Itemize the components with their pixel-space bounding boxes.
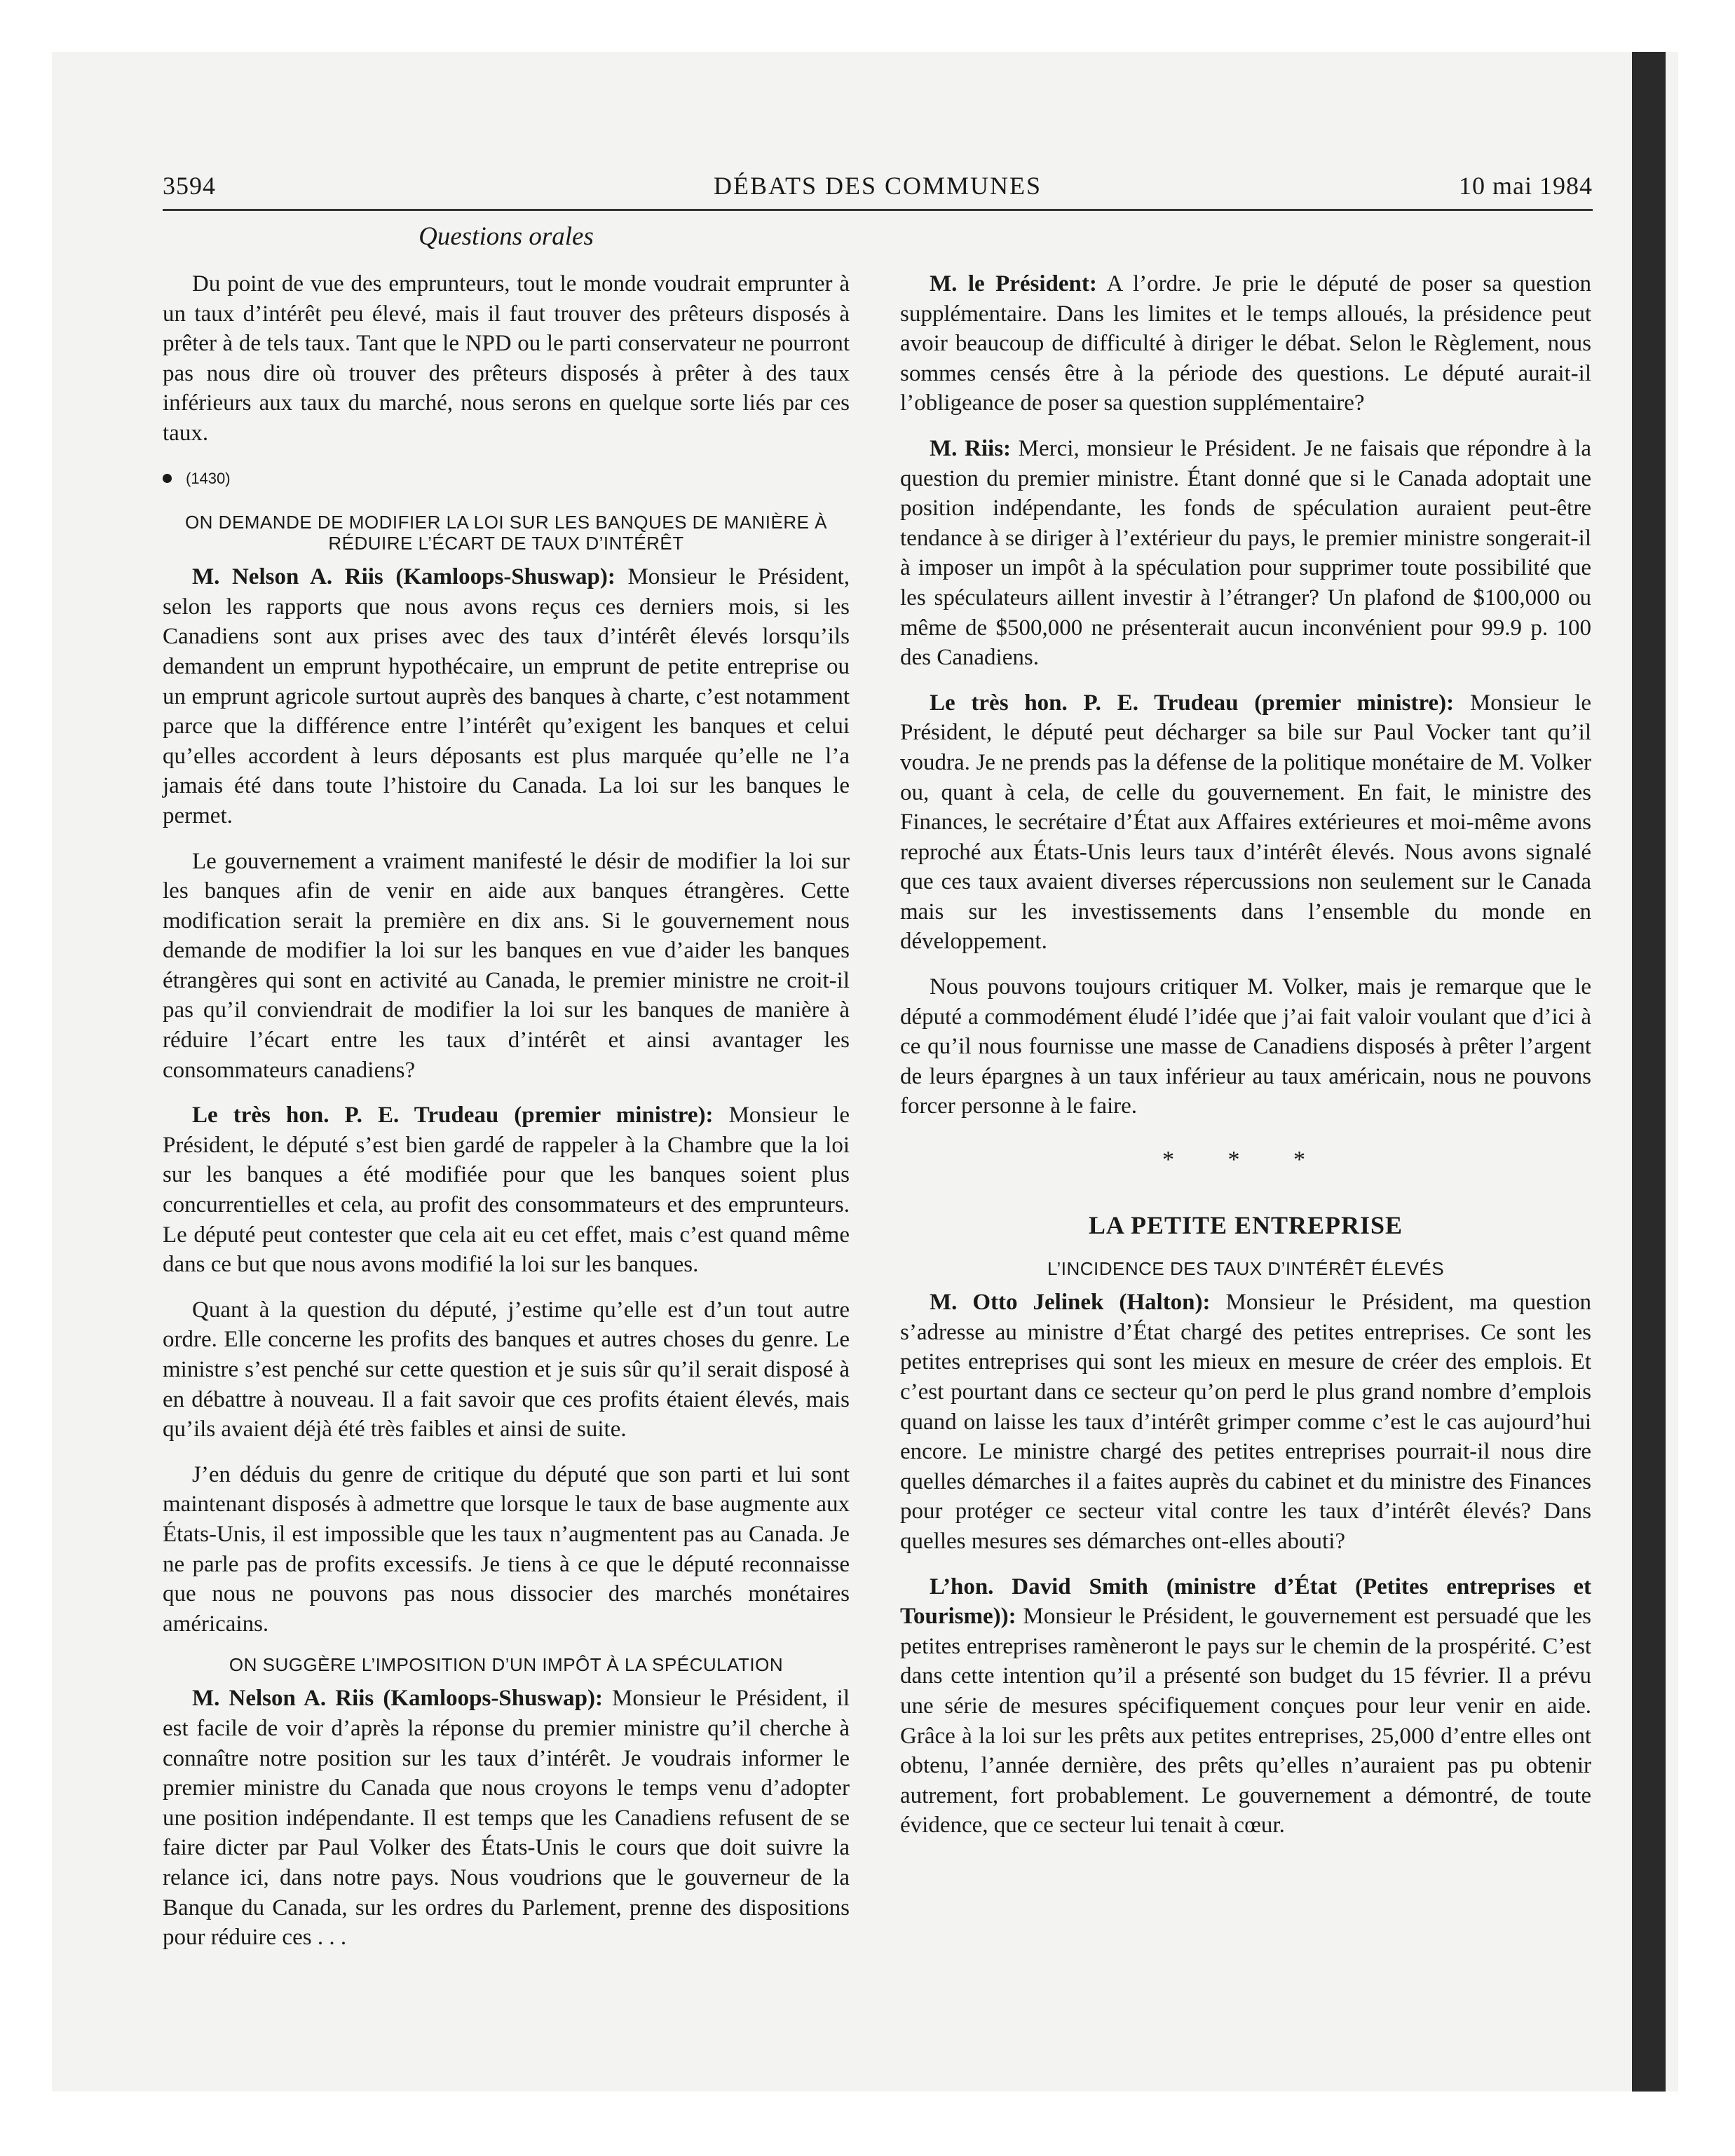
- speaker-name: Le très hon. P. E. Trudeau (premier ministre):: [930, 690, 1455, 716]
- speech-paragraph: [900, 434, 1591, 673]
- left-column: [163, 269, 850, 1968]
- speech-text: A l’ordre. Je prie le député de poser sa question supplémentaire. Dans les limites et le temps alloués, la présidence peut avoir beaucoup de difficulté à diriger le débat. Selon le Règlement, nous sommes censés être à la période des questions. Le député aurait-il l’obligeance de poser sa question supplémentaire?: [900, 271, 1591, 416]
- speaker-name: Le très hon. P. E. Trudeau (premier ministre):: [192, 1103, 714, 1128]
- speech-paragraph: [900, 269, 1591, 418]
- speaker-name: M. Riis:: [930, 435, 1012, 461]
- publication-title: DÉBATS DES COMMUNES: [713, 172, 1042, 200]
- speech-text: Merci, monsieur le Président. Je ne faisais que répondre à la question du premier ministre. Étant donné que si le Canada adoptait une position indépendante, les fonds de spéculation auraient peut-être tendance à se diriger à l’extérieur du pays, le premier ministre songerait-il à imposer un impôt à la spéculation pour supprimer toute possibilité que les spéculateurs aillent investir à l’étranger? Un plafond de $100,000 ou même de $500,000 ne présenterait aucun inconvénient pour 99.9 p. 100 des Canadiens.: [900, 435, 1591, 671]
- speech-text: Monsieur le Président, le gouvernement est persuadé que les petites entreprises ramèneront le pays sur le chemin de la prospérité. C’est dans cette intention qu’il a présenté son budget du 15 février. Il a prévu une série de mesures spécifiquement conçues pour leur venir en aide. Grâce à la loi sur les prêts aux petites entreprises, 25,000 d’entre elles ont obtenu, l’année dernière, des prêts qu’elles n’auraient pas pu obtenir autrement, fort probablement. Le gouvernement a démontré, de toute évidence, que ce secteur lui tenait à cœur.: [900, 1604, 1592, 1838]
- page-header: [163, 167, 1593, 211]
- speaker-name: M. Nelson A. Riis (Kamloops-Shuswap):: [192, 1686, 603, 1712]
- section-separator: * * *: [1162, 1147, 1329, 1173]
- speech-paragraph: [900, 1572, 1591, 1841]
- speech-paragraph: [163, 1100, 850, 1280]
- paragraph: J’en déduis du genre de critique du député que son parti et lui sont maintenant disposés à admettre que lorsque le taux de base augmente aux États-Unis, il est impossible que les taux n’augmentent pas au Canada. Je ne parle pas de profits excessifs. Je tiens à ce que le député reconnaisse que nous ne pouvons pas nous dissocier des marchés monétaires américains.: [163, 1461, 850, 1637]
- time-marker-label: (1430): [186, 469, 231, 487]
- subheading: L’INCIDENCE DES TAUX D’INTÉRÊT ÉLEVÉS: [1047, 1258, 1445, 1280]
- section-heading: LA PETITE ENTREPRISE: [1088, 1210, 1403, 1239]
- page-number: 3594: [163, 172, 216, 200]
- section-title: Questions orales: [419, 222, 594, 251]
- speaker-name: L’hon. David Smith (ministre d’État (Petites entreprises et Tourisme)):: [900, 1574, 1591, 1630]
- subheading: ON SUGGÈRE L’IMPOSITION D’UN IMPÔT À LA SPÉCULATION: [229, 1654, 784, 1676]
- time-marker: [163, 464, 850, 494]
- paragraph: Le gouvernement a vraiment manifesté le désir de modifier la loi sur les banques afin de venir en aide aux banques étrangères. Cette modification serait la première en dix ans. Si le gouvernement nous demande de modifier la loi sur les banques en vue d’aider les banques étrangères qui sont en activité au Canada, le premier ministre ne croit-il pas qu’il conviendrait de modifier la loi sur les banques de manière à réduire l’écart entre les taux d’intérêt et ainsi avantager les consommateurs canadiens?: [163, 848, 850, 1083]
- speaker-name: M. le Président:: [930, 271, 1097, 296]
- speaker-name: M. Nelson A. Riis (Kamloops-Shuswap):: [192, 564, 615, 590]
- speech-text: Monsieur le Président, ma question s’adresse au ministre d’État chargé des petites entreprises. Ce sont les petites entreprises qui sont les mieux en mesure de créer des emplois. Et c’est pourtant dans ce secteur qu’on perd le plus grand nombre d’emplois quand on laisse les taux d’intérêt grimper comme c’est le cas aujourd’hui encore. Le ministre chargé des petites entreprises pourrait-il nous dire quelles démarches il a faites auprès du cabinet et du ministre des Finances pour protéger ce secteur vital contre les taux d’intérêt élevés? Dans quelles mesures ses démarches ont-elles abouti?: [900, 1290, 1592, 1554]
- scan-edge-shadow: [1632, 52, 1666, 2092]
- subheading: ON DEMANDE DE MODIFIER LA LOI SUR LES BANQUES DE MANIÈRE À RÉDUIRE L’ÉCART DE TAUX D’INTÉRÊT: [184, 512, 828, 554]
- paragraph: Du point de vue des emprunteurs, tout le monde voudrait emprunter à un taux d’intérêt peu élevé, mais il faut trouver des prêteurs disposés à prêter à de tels taux. Tant que le NPD ou le parti conservateur ne pourront pas nous dire où trouver des prêteurs disposés à prêter à des taux inférieurs aux taux du marché, nous serons en quelque sorte liés par ces taux.: [163, 271, 850, 446]
- speaker-name: M. Otto Jelinek (Halton):: [930, 1290, 1211, 1316]
- speech-paragraph: [163, 562, 850, 831]
- speech-paragraph: [163, 1684, 850, 1952]
- bullet-dot-icon: [163, 474, 172, 483]
- speech-text: Monsieur le Président, le député s’est bien gardé de rappeler à la Chambre que la loi sur les banques a été modifiée pour que les banques soient plus concurrentielles et cela, au profit des consommateurs et des emprunteurs. Le député peut contester que cela ait eu cet effet, mais c’est quand même dans ce but que nous avons modifié la loi sur les banques.: [163, 1103, 850, 1278]
- speech-paragraph: [900, 1288, 1591, 1556]
- speech-paragraph: [900, 688, 1591, 957]
- speech-text: Monsieur le Président, selon les rapports que nous avons reçus ces derniers mois, si les Canadiens sont aux prises avec des taux d’intérêt élevés lorsqu’ils demandent un emprunt hypothécaire, un emprunt de petite entreprise ou un emprunt agricole surtout auprès des banques à charte, c’est notamment parce que la différence entre l’intérêt qu’exigent les banques et celui qu’elles accordent à leurs déposants est plus marquée qu’elle ne l’a jamais été dans toute l’histoire du Canada. La loi sur les banques le permet.: [163, 564, 850, 828]
- speech-text: Monsieur le Président, le député peut décharger sa bile sur Paul Vocker tant qu’il voudra. Je ne prends pas la défense de la politique monétaire de M. Volker ou, quant à cela, de celle du gouvernement. En fait, le ministre des Finances, le secrétaire d’État aux Affaires extérieures et moi-même avons reproché aux États-Unis leurs taux d’intérêt élevés. Nous avons signalé que ces taux avaient diverses répercussions non seulement sur le Canada mais sur les investissements dans l’ensemble du monde en développement.: [900, 690, 1592, 955]
- right-column: [900, 269, 1591, 1856]
- paragraph: Quant à la question du député, j’estime qu’elle est d’un tout autre ordre. Elle concerne les profits des banques et autres choses du genre. Le ministre s’est penché sur cette question et je suis sûr qu’il serait disposé à en débattre à nouveau. Il a fait savoir que ces profits étaient élevés, mais qu’ils avaient déjà été très faibles et ainsi de suite.: [163, 1297, 850, 1442]
- publication-date: 10 mai 1984: [1459, 172, 1593, 200]
- speech-text: Monsieur le Président, il est facile de voir d’après la réponse du premier ministre qu’il cherche à connaître notre position sur les taux d’intérêt. Je voudrais informer le premier ministre du Canada que nous croyons le temps venu d’adopter une position indépendante. Il est temps que les Canadiens refusent de se faire dicter par Paul Volker des États-Unis le cours que doit suivre la relance ici, dans notre pays. Nous voudrions que le gouverneur de la Banque du Canada, sur les ordres du Parlement, prenne des dispositions pour réduire ces . . .: [163, 1686, 850, 1951]
- paragraph: Nous pouvons toujours critiquer M. Volker, mais je remarque que le député a commodément éludé l’idée que j’ai fait valoir voulant que d’ici à ce qu’il nous fournisse une masse de Canadiens disposés à prêter l’argent de leurs épargnes à un taux inférieur au taux américain, nous ne pouvons forcer personne à le faire.: [900, 974, 1591, 1119]
